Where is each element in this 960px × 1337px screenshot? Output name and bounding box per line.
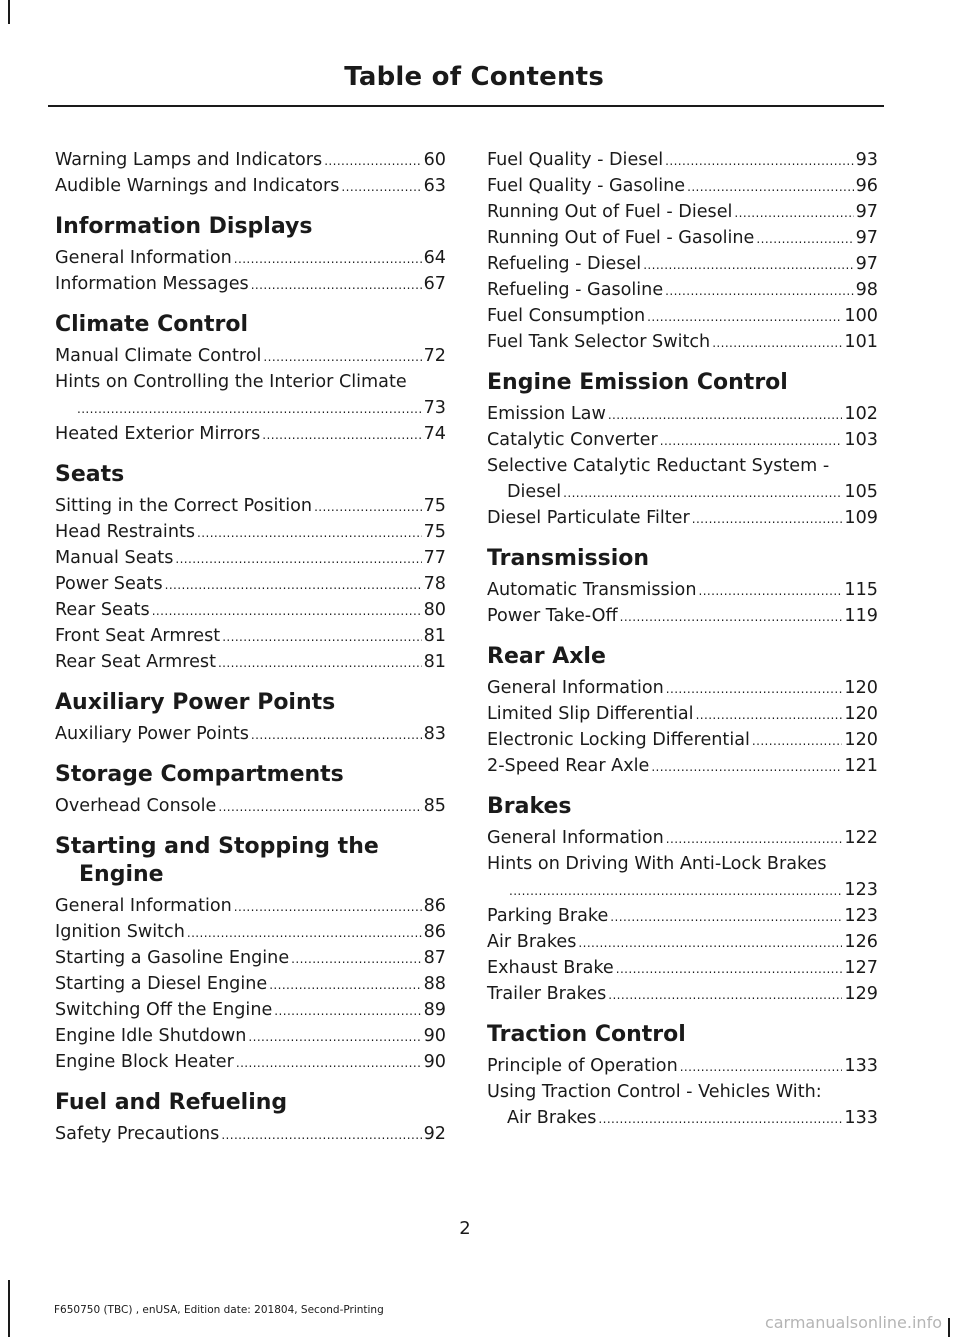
toc-entry[interactable]: Heated Exterior Mirrors ..... 74 — [55, 421, 446, 447]
watermark: carmanualsonline.info — [764, 1313, 942, 1332]
toc-entry[interactable]: Running Out of Fuel - Gasoline ..... 97 — [487, 225, 878, 251]
toc-entry[interactable]: Electronic Locking Differential ..... 120 — [487, 727, 878, 753]
toc-entry[interactable]: Fuel Tank Selector Switch ..... 101 — [487, 329, 878, 355]
toc-entry[interactable]: Trailer Brakes ..... 129 — [487, 981, 878, 1007]
toc-entry[interactable]: General Information ..... 122 — [487, 825, 878, 851]
toc-entry[interactable]: Engine Idle Shutdown ..... 90 — [55, 1023, 446, 1049]
toc-entry[interactable]: Head Restraints ..... 75 — [55, 519, 446, 545]
crop-mark-top-left — [8, 0, 10, 24]
page-title: Table of Contents — [344, 62, 604, 92]
toc-entry[interactable]: Catalytic Converter ..... 103 — [487, 427, 878, 453]
toc-entry[interactable]: Warning Lamps and Indicators ..... 60 — [55, 147, 446, 173]
section-heading-engine-emission-control: Engine Emission Control — [487, 370, 788, 395]
section-heading-transmission: Transmission — [487, 546, 650, 571]
toc-entry[interactable]: Running Out of Fuel - Diesel ..... 97 — [487, 199, 878, 225]
section-heading-rear-axle: Rear Axle — [487, 644, 606, 669]
toc-entry[interactable]: Overhead Console ..... 85 — [55, 793, 446, 819]
toc-entry[interactable]: Rear Seats ..... 80 — [55, 597, 446, 623]
toc-entry[interactable]: Principle of Operation ..... 133 — [487, 1053, 878, 1079]
section-heading-brakes: Brakes — [487, 794, 572, 819]
toc-entry[interactable]: Sitting in the Correct Position ..... 75 — [55, 493, 446, 519]
section-heading-starting-and-stopping: Starting and Stopping the Engine — [55, 834, 379, 887]
crop-mark-bottom-right — [948, 1318, 950, 1337]
toc-entry[interactable]: General Information ..... 64 — [55, 245, 446, 271]
toc-entry-wrapped[interactable]: Hints on Controlling the Interior Climate ..... 73 — [55, 369, 446, 421]
toc-entry[interactable]: Rear Seat Armrest ..... 81 — [55, 649, 446, 675]
toc-entry[interactable]: Power Seats ..... 78 — [55, 571, 446, 597]
toc-entry[interactable]: Fuel Quality - Diesel ..... 93 — [487, 147, 878, 173]
toc-entry[interactable]: Manual Seats ..... 77 — [55, 545, 446, 571]
toc-entry[interactable]: Audible Warnings and Indicators ..... 63 — [55, 173, 446, 199]
toc-entry-wrapped[interactable]: Hints on Driving With Anti-Lock Brakes ..... 123 — [487, 851, 878, 903]
toc-entry[interactable]: Engine Block Heater ..... 90 — [55, 1049, 446, 1075]
toc-entry[interactable]: Automatic Transmission ..... 115 — [487, 577, 878, 603]
section-heading-auxiliary-power-points: Auxiliary Power Points — [55, 690, 336, 715]
toc-entry[interactable]: Information Messages ..... 67 — [55, 271, 446, 297]
toc-entry[interactable]: Exhaust Brake ..... 127 — [487, 955, 878, 981]
toc-entry-wrapped[interactable]: Using Traction Control - Vehicles With: Air Brakes ..... 133 — [487, 1079, 878, 1131]
toc-entry[interactable]: Auxiliary Power Points ..... 83 — [55, 721, 446, 747]
toc-entry[interactable]: Fuel Quality - Gasoline ..... 96 — [487, 173, 878, 199]
section-heading-seats: Seats — [55, 462, 125, 487]
toc-entry-wrapped[interactable]: Selective Catalytic Reductant System - Diesel ..... 105 — [487, 453, 878, 505]
toc-entry[interactable]: Emission Law ..... 102 — [487, 401, 878, 427]
section-heading-fuel-and-refueling: Fuel and Refueling — [55, 1090, 288, 1115]
section-heading-traction-control: Traction Control — [487, 1022, 686, 1047]
section-heading-information-displays: Information Displays — [55, 214, 313, 239]
toc-entry[interactable]: Refueling - Diesel ..... 97 — [487, 251, 878, 277]
toc-entry[interactable]: Fuel Consumption ..... 100 — [487, 303, 878, 329]
toc-entry[interactable]: Safety Precautions ..... 92 — [55, 1121, 446, 1147]
header-divider — [48, 105, 884, 107]
toc-entry[interactable]: Limited Slip Differential ..... 120 — [487, 701, 878, 727]
toc-entry[interactable]: Starting a Diesel Engine ..... 88 — [55, 971, 446, 997]
toc-entry[interactable]: General Information ..... 120 — [487, 675, 878, 701]
section-heading-climate-control: Climate Control — [55, 312, 249, 337]
toc-entry[interactable]: Front Seat Armrest ..... 81 — [55, 623, 446, 649]
section-heading-storage-compartments: Storage Compartments — [55, 762, 344, 787]
toc-entry[interactable]: 2-Speed Rear Axle ..... 121 — [487, 753, 878, 779]
page-number: 2 — [459, 1218, 471, 1239]
toc-entry[interactable]: Starting a Gasoline Engine ..... 87 — [55, 945, 446, 971]
toc-entry[interactable]: General Information ..... 86 — [55, 893, 446, 919]
toc-entry[interactable]: Refueling - Gasoline ..... 98 — [487, 277, 878, 303]
toc-entry[interactable]: Diesel Particulate Filter ..... 109 — [487, 505, 878, 531]
toc-entry[interactable]: Parking Brake ..... 123 — [487, 903, 878, 929]
crop-mark-bottom-left — [8, 1280, 10, 1337]
toc-column-right — [487, 147, 878, 1131]
toc-entry[interactable]: Ignition Switch ..... 86 — [55, 919, 446, 945]
toc-entry[interactable]: Air Brakes ..... 126 — [487, 929, 878, 955]
toc-entry[interactable]: Power Take-Off ..... 119 — [487, 603, 878, 629]
toc-entry[interactable]: Manual Climate Control ..... 72 — [55, 343, 446, 369]
toc-column-left — [55, 147, 446, 1147]
footer-edition-info: F650750 (TBC) , enUSA, Edition date: 201804, Second-Printing — [54, 1304, 384, 1316]
toc-entry[interactable]: Switching Off the Engine ..... 89 — [55, 997, 446, 1023]
